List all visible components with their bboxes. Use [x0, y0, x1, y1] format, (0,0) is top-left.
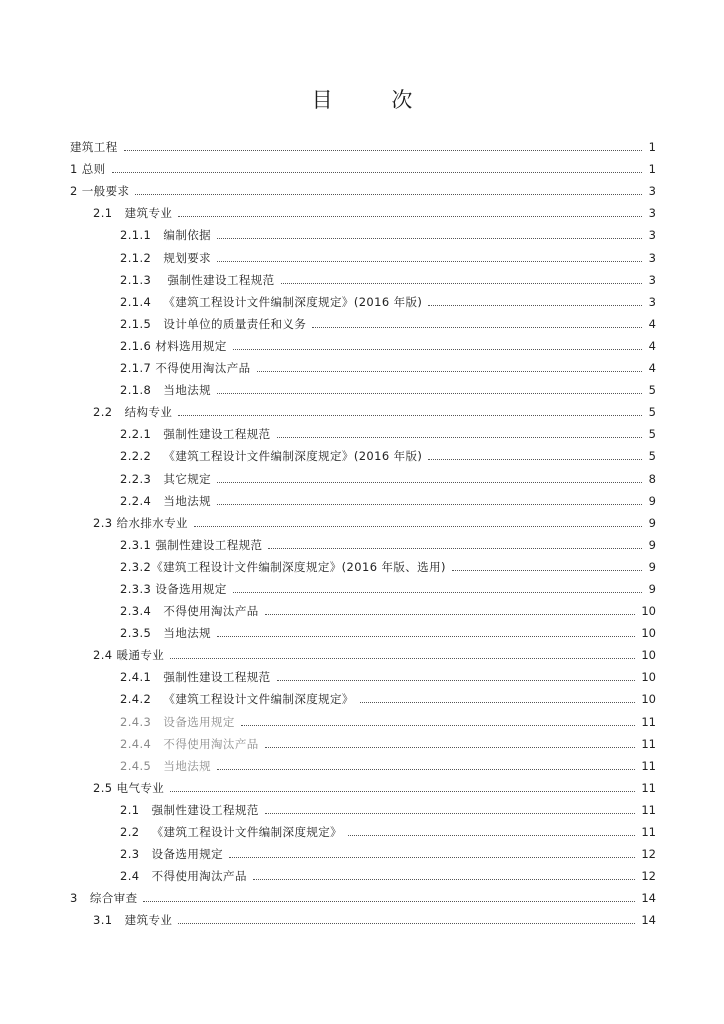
toc-entry-page-number: 10 [641, 604, 656, 619]
toc-entry-label: 2.4.5 当地法规 [120, 758, 212, 773]
dot-leader [241, 725, 636, 726]
toc-entry-label: 2 一般要求 [70, 184, 130, 199]
toc-entry-label: 2.3.5 当地法规 [120, 626, 212, 641]
toc-entry-label: 3.1 建筑专业 [93, 913, 173, 928]
dot-leader [170, 658, 635, 659]
toc-entry[interactable] [70, 885, 656, 907]
toc-entry-label: 2.2.4 当地法规 [120, 493, 212, 508]
dot-leader [143, 901, 635, 902]
toc-entry-page-number: 5 [648, 383, 656, 398]
dot-leader [360, 702, 636, 703]
dot-leader [265, 813, 636, 814]
toc-entry-page-number: 4 [648, 361, 656, 376]
toc-entry-page-number: 11 [641, 714, 656, 729]
dot-leader [452, 570, 642, 571]
toc-entry[interactable] [70, 664, 656, 686]
toc-entry[interactable] [70, 465, 656, 487]
toc-entry-page-number: 11 [641, 736, 656, 751]
dot-leader [178, 923, 635, 924]
toc-entry-page-number: 1 [648, 162, 656, 177]
dot-leader [194, 526, 642, 527]
toc-entry[interactable] [70, 642, 656, 664]
toc-entry-page-number: 11 [641, 758, 656, 773]
toc-entry[interactable] [70, 686, 656, 708]
toc-entry-page-number: 11 [641, 780, 656, 795]
toc-entry-label: 2.3.3 设备选用规定 [120, 581, 227, 596]
toc-entry[interactable] [70, 841, 656, 863]
toc-entry[interactable] [70, 377, 656, 399]
toc-entry[interactable] [70, 753, 656, 775]
toc-entry-page-number: 9 [648, 559, 656, 574]
toc-entry[interactable] [70, 488, 656, 510]
toc-entry[interactable] [70, 222, 656, 244]
dot-leader [265, 747, 636, 748]
dot-leader [170, 791, 635, 792]
toc-entry-page-number: 8 [648, 471, 656, 486]
toc-entry-page-number: 12 [641, 847, 656, 862]
dot-leader [178, 415, 642, 416]
dot-leader [265, 614, 636, 615]
toc-entry-label: 2.2.2 《建筑工程设计文件编制深度规定》(2016 年版) [120, 449, 423, 464]
dot-leader [253, 879, 636, 880]
toc-entry-page-number: 3 [648, 272, 656, 287]
toc-entry-label: 建筑工程 [70, 140, 118, 155]
toc-entry[interactable] [70, 554, 656, 576]
toc-entry[interactable] [70, 134, 656, 156]
toc-entry-page-number: 1 [648, 140, 656, 155]
toc-entry-page-number: 9 [648, 515, 656, 530]
toc-entry-page-number: 14 [641, 913, 656, 928]
toc-entry[interactable] [70, 510, 656, 532]
toc-entry-page-number: 5 [648, 405, 656, 420]
toc-entry-label: 2.2 结构专业 [93, 405, 173, 420]
dot-leader [277, 680, 636, 681]
dot-leader [217, 393, 642, 394]
toc-entry[interactable] [70, 311, 656, 333]
dot-leader [268, 548, 642, 549]
toc-entry-label: 2.4.3 设备选用规定 [120, 714, 235, 729]
dot-leader [257, 371, 642, 372]
toc-entry-label: 2.4 不得使用淘汰产品 [120, 869, 247, 884]
toc-entry-label: 2.4.1 强制性建设工程规范 [120, 670, 271, 685]
toc-entry-label: 2.2.3 其它规定 [120, 471, 212, 486]
toc-entry[interactable] [70, 863, 656, 885]
toc-entry-page-number: 11 [641, 802, 656, 817]
toc-entry[interactable] [70, 620, 656, 642]
toc-entry[interactable] [70, 576, 656, 598]
dot-leader [217, 238, 642, 239]
toc-entry[interactable] [70, 289, 656, 311]
toc-entry[interactable] [70, 355, 656, 377]
dot-leader [312, 327, 642, 328]
dot-leader [348, 835, 635, 836]
dot-leader [217, 261, 642, 262]
toc-entry-page-number: 10 [641, 670, 656, 685]
toc-entry-label: 2.1.3 强制性建设工程规范 [120, 272, 275, 287]
dot-leader [217, 482, 642, 483]
toc-entry[interactable] [70, 156, 656, 178]
toc-entry[interactable] [70, 333, 656, 355]
dot-leader [135, 194, 642, 195]
toc-entry-label: 2.4.4 不得使用淘汰产品 [120, 736, 259, 751]
toc-entry-label: 3 综合审查 [70, 891, 138, 906]
toc-entry-page-number: 12 [641, 869, 656, 884]
dot-leader [428, 459, 642, 460]
toc-entry-page-number: 10 [641, 626, 656, 641]
toc-entry-page-number: 4 [648, 316, 656, 331]
toc-entry[interactable] [70, 797, 656, 819]
toc-entry-page-number: 3 [648, 228, 656, 243]
dot-leader [217, 504, 642, 505]
dot-leader [428, 305, 642, 306]
toc-entry-page-number: 3 [648, 184, 656, 199]
toc-entry-label: 2.2 《建筑工程设计文件编制深度规定》 [120, 825, 343, 839]
toc-entry-page-number: 10 [641, 692, 656, 707]
toc-entry[interactable] [70, 775, 656, 797]
toc-entry-page-number: 4 [648, 338, 656, 353]
toc-entry-label: 2.4.2 《建筑工程设计文件编制深度规定》 [120, 692, 354, 707]
toc-entry-label: 2.4 暖通专业 [93, 648, 165, 663]
dot-leader [217, 636, 635, 637]
toc-entry-label: 2.1 建筑专业 [93, 206, 173, 221]
toc-entry-label: 2.1.5 设计单位的质量责任和义务 [120, 316, 307, 331]
dot-leader [229, 857, 635, 858]
toc-entry-page-number: 5 [648, 427, 656, 442]
toc-entry[interactable] [70, 598, 656, 620]
toc-entry-page-number: 9 [648, 581, 656, 596]
toc-entry[interactable] [70, 819, 656, 841]
toc-entry-label: 2.5 电气专业 [93, 780, 165, 795]
toc-entry[interactable] [70, 731, 656, 753]
toc-entry-page-number: 3 [648, 206, 656, 221]
toc-entry-label: 2.1.7 不得使用淘汰产品 [120, 361, 251, 376]
toc-entry-page-number: 14 [641, 891, 656, 906]
toc-entry-page-number: 11 [641, 825, 656, 839]
toc-entry-label: 2.1 强制性建设工程规范 [120, 802, 259, 817]
toc-entry[interactable] [70, 708, 656, 730]
dot-leader [124, 150, 642, 151]
toc-entry[interactable] [70, 244, 656, 266]
toc-entry-label: 2.2.1 强制性建设工程规范 [120, 427, 271, 442]
dot-leader [277, 437, 642, 438]
toc-entry-label: 2.1.6 材料选用规定 [120, 338, 227, 353]
toc-entry-label: 1 总则 [70, 162, 106, 177]
toc-entry-label: 2.1.2 规划要求 [120, 250, 212, 265]
toc-entry[interactable] [70, 443, 656, 465]
toc-entry-label: 2.3.2《建筑工程设计文件编制深度规定》(2016 年版、选用) [120, 559, 446, 574]
toc-entry[interactable] [70, 907, 656, 929]
toc-entry[interactable] [70, 267, 656, 289]
toc-entry-page-number: 9 [648, 537, 656, 552]
dot-leader [233, 592, 642, 593]
toc-entry-page-number: 9 [648, 493, 656, 508]
toc-entry-page-number: 10 [641, 648, 656, 663]
toc-entry-label: 2.1.8 当地法规 [120, 383, 212, 398]
toc-entry[interactable] [70, 200, 656, 222]
toc-entry-label: 2.3 给水排水专业 [93, 515, 188, 530]
toc-entry-label: 2.1.1 编制依据 [120, 228, 212, 243]
page-title: 目 次 [311, 88, 439, 112]
toc-entry[interactable] [70, 532, 656, 554]
dot-leader [281, 283, 642, 284]
toc-entry-label: 2.3 设备选用规定 [120, 847, 224, 862]
dot-leader [217, 769, 635, 770]
toc-entry-page-number: 5 [648, 449, 656, 464]
dot-leader [233, 349, 642, 350]
toc-entry[interactable] [70, 178, 656, 200]
toc-entry[interactable] [70, 421, 656, 443]
toc-entry-page-number: 3 [648, 294, 656, 309]
toc-entry-label: 2.1.4 《建筑工程设计文件编制深度规定》(2016 年版) [120, 294, 423, 309]
toc-entry-label: 2.3.1 强制性建设工程规范 [120, 537, 263, 552]
dot-leader [178, 216, 642, 217]
toc-entry-label: 2.3.4 不得使用淘汰产品 [120, 604, 259, 619]
toc-entry-page-number: 3 [648, 250, 656, 265]
dot-leader [112, 172, 642, 173]
toc-entry[interactable] [70, 399, 656, 421]
table-of-contents [70, 134, 656, 929]
